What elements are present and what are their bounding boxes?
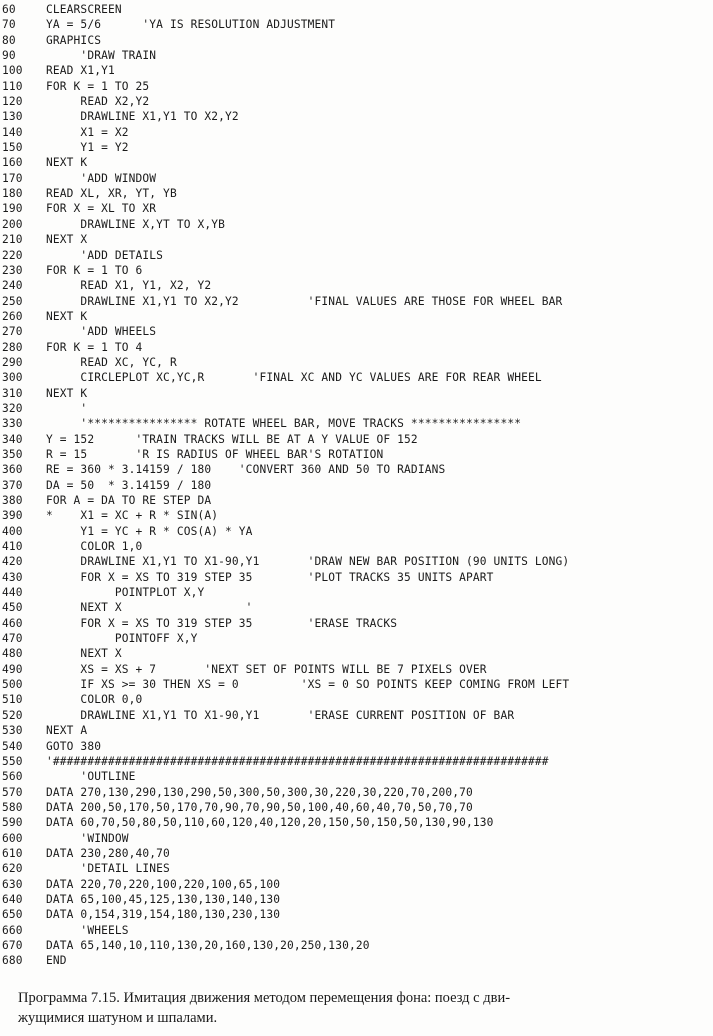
line-number: 380 [2, 494, 23, 507]
code-text: DRAWLINE X,YT TO X,YB [46, 217, 226, 231]
code-line [2, 508, 713, 523]
line-number: 260 [2, 309, 23, 323]
code-line [2, 186, 713, 201]
code-line [2, 263, 713, 278]
code-line [2, 662, 713, 677]
line-number: 280 [2, 340, 23, 354]
code-line [2, 109, 713, 124]
code-line [2, 938, 713, 953]
code-text: X1 = X2 [46, 125, 129, 139]
code-line [2, 17, 713, 32]
code-text: DATA 200,50,170,50,170,70,90,70,90,50,100,40,60,40,70,50,70,70 [46, 800, 473, 814]
code-line [2, 723, 713, 738]
line-number: 510 [2, 693, 23, 707]
code-text: READ X1, Y1, X2, Y2 [46, 279, 212, 293]
code-line [2, 754, 713, 769]
line-number: 450 [2, 601, 23, 615]
code-line [2, 953, 713, 968]
code-line [2, 79, 713, 94]
code-text: ' [46, 401, 88, 415]
line-number: 500 [2, 678, 23, 692]
code-text: 'ADD DETAILS [46, 248, 164, 262]
code-text: READ XC, YC, R [46, 355, 177, 369]
code-line [2, 815, 713, 830]
code-text: DRAWLINE X1,Y1 TO X1-90,Y1 'ERASE CURRENT POSITION OF BAR [46, 708, 515, 722]
line-number: 200 [2, 217, 23, 231]
line-number: 650 [2, 908, 23, 922]
code-text: DA = 50 * 3.14159 / 180 [46, 478, 212, 492]
line-number: 230 [2, 263, 23, 277]
line-number: 370 [2, 478, 23, 492]
line-number: 460 [2, 616, 23, 630]
line-number: 400 [2, 524, 23, 538]
line-number: 80 [2, 33, 16, 47]
code-line [2, 140, 713, 155]
code-line [2, 217, 713, 232]
code-text: FOR K = 1 TO 25 [46, 79, 150, 93]
code-text: 'DETAIL LINES [46, 862, 170, 876]
code-text: NEXT A [46, 724, 88, 738]
code-text: DATA 60,70,50,80,50,110,60,120,40,120,20,150,50,150,50,130,90,130 [46, 816, 494, 830]
code-line [2, 600, 713, 615]
code-text: DATA 0,154,319,154,180,130,230,130 [46, 908, 281, 922]
code-text: 'WINDOW [46, 831, 129, 845]
line-number: 320 [2, 401, 23, 415]
line-number: 360 [2, 463, 23, 477]
code-text: READ X2,Y2 [46, 95, 150, 109]
code-text: FOR X = XS TO 319 STEP 35 'PLOT TRACKS 35 UNITS APART [46, 570, 494, 584]
line-number: 610 [2, 846, 23, 860]
caption-line-2: жущимися шатуном и шпалами. [18, 1010, 218, 1026]
line-number: 190 [2, 202, 23, 216]
code-text: RE = 360 * 3.14159 / 180 'CONVERT 360 AND 50 TO RADIANS [46, 463, 446, 477]
code-text: XS = XS + 7 'NEXT SET OF POINTS WILL BE 7 PIXELS OVER [46, 662, 487, 676]
code-line [2, 861, 713, 876]
code-text: NEXT X ' [46, 601, 253, 615]
code-line [2, 63, 713, 78]
code-text: Y = 152 'TRAIN TRACKS WILL BE AT A Y VALUE OF 152 [46, 432, 418, 446]
code-text: COLOR 0,0 [46, 693, 143, 707]
code-text: 'WHEELS [46, 923, 129, 937]
line-number: 60 [2, 3, 16, 16]
line-number: 410 [2, 540, 23, 554]
code-text: FOR X = XL TO XR [46, 202, 157, 216]
code-line [2, 524, 713, 539]
code-line [2, 907, 713, 922]
line-number: 350 [2, 447, 23, 461]
code-line [2, 570, 713, 585]
code-line [2, 278, 713, 293]
line-number: 660 [2, 923, 23, 937]
line-number: 160 [2, 156, 23, 170]
code-text: DATA 65,100,45,125,130,130,140,130 [46, 892, 281, 906]
line-number: 570 [2, 785, 23, 799]
code-line [2, 447, 713, 462]
code-line [2, 785, 713, 800]
line-number: 420 [2, 555, 23, 569]
code-text: 'ADD WHEELS [46, 325, 157, 339]
code-text: NEXT K [46, 386, 88, 400]
code-line [2, 923, 713, 938]
line-number: 110 [2, 79, 23, 93]
line-number: 120 [2, 95, 23, 109]
code-line [2, 370, 713, 385]
line-number: 470 [2, 632, 23, 646]
line-number: 240 [2, 279, 23, 293]
line-number: 620 [2, 862, 23, 876]
code-line [2, 631, 713, 646]
line-number: 130 [2, 110, 23, 124]
line-number: 250 [2, 294, 23, 308]
code-line [2, 48, 713, 63]
code-text: READ XL, XR, YT, YB [46, 187, 177, 201]
line-number: 560 [2, 770, 23, 784]
line-number: 590 [2, 816, 23, 830]
code-line [2, 877, 713, 892]
code-text: COLOR 1,0 [46, 540, 143, 554]
line-number: 670 [2, 938, 23, 952]
code-line [2, 769, 713, 784]
line-number: 550 [2, 754, 23, 768]
code-line [2, 232, 713, 247]
line-number: 70 [2, 18, 16, 32]
line-number: 170 [2, 171, 23, 185]
code-text: 'OUTLINE [46, 770, 136, 784]
code-text: 'DRAW TRAIN [46, 49, 157, 63]
code-text: '**************** ROTATE WHEEL BAR, MOVE TRACKS **************** [46, 417, 522, 431]
code-line [2, 739, 713, 754]
line-number: 330 [2, 417, 23, 431]
code-text: Y1 = Y2 [46, 141, 129, 155]
line-number: 140 [2, 125, 23, 139]
code-text: IF XS >= 30 THEN XS = 0 'XS = 0 SO POINTS KEEP COMING FROM LEFT [46, 678, 570, 692]
code-line [2, 800, 713, 815]
line-number: 270 [2, 325, 23, 339]
code-text: Y1 = YC + R * COS(A) * YA [46, 524, 253, 538]
line-number: 480 [2, 647, 23, 661]
code-line [2, 432, 713, 447]
code-line [2, 478, 713, 493]
line-number: 100 [2, 64, 23, 78]
caption-line-1: Программа 7.15. Имитация движения методом перемещения фона: поезд с дви- [18, 990, 511, 1006]
line-number: 310 [2, 386, 23, 400]
line-number: 150 [2, 141, 23, 155]
code-text: NEXT X [46, 233, 88, 247]
code-text: GRAPHICS [46, 33, 102, 47]
line-number: 600 [2, 831, 23, 845]
code-line [2, 386, 713, 401]
line-number: 530 [2, 724, 23, 738]
line-number: 540 [2, 739, 23, 753]
code-line [2, 401, 713, 416]
code-line [2, 677, 713, 692]
line-number: 210 [2, 233, 23, 247]
code-line [2, 340, 713, 355]
code-line [2, 462, 713, 477]
code-text: R = 15 'R IS RADIUS OF WHEEL BAR'S ROTATION [46, 447, 384, 461]
line-number: 180 [2, 187, 23, 201]
code-text: DATA 270,130,290,130,290,50,300,50,300,30,220,30,220,70,200,70 [46, 785, 473, 799]
code-line [2, 892, 713, 907]
line-number: 640 [2, 892, 23, 906]
code-text: DRAWLINE X1,Y1 TO X2,Y2 'FINAL VALUES ARE THOSE FOR WHEEL BAR [46, 294, 563, 308]
line-number: 220 [2, 248, 23, 262]
code-text: CLEARSCREEN [46, 3, 122, 16]
code-line [2, 155, 713, 170]
code-line [2, 248, 713, 263]
code-text: DATA 220,70,220,100,220,100,65,100 [46, 877, 281, 891]
code-text: 'ADD WINDOW [46, 171, 157, 185]
code-text: READ X1,Y1 [46, 64, 115, 78]
code-line [2, 616, 713, 631]
line-number: 90 [2, 49, 16, 63]
line-number: 290 [2, 355, 23, 369]
code-line [2, 708, 713, 723]
code-text: DRAWLINE X1,Y1 TO X1-90,Y1 'DRAW NEW BAR POSITION (90 UNITS LONG) [46, 555, 570, 569]
code-line [2, 692, 713, 707]
code-line [2, 846, 713, 861]
line-number: 580 [2, 800, 23, 814]
code-text: '######################################################################## [46, 754, 549, 768]
code-text: YA = 5/6 'YA IS RESOLUTION ADJUSTMENT [46, 18, 336, 32]
code-line [2, 539, 713, 554]
code-line [2, 324, 713, 339]
code-line [2, 171, 713, 186]
code-line [2, 831, 713, 846]
code-text: FOR X = XS TO 319 STEP 35 'ERASE TRACKS [46, 616, 398, 630]
line-number: 390 [2, 509, 23, 523]
code-text: END [46, 954, 67, 968]
line-number: 440 [2, 586, 23, 600]
basic-program-listing [2, 2, 713, 969]
code-text: NEXT X [46, 647, 122, 661]
code-line [2, 201, 713, 216]
code-line [2, 94, 713, 109]
code-line [2, 585, 713, 600]
code-text: POINTPLOT X,Y [46, 586, 205, 600]
line-number: 430 [2, 570, 23, 584]
code-line [2, 125, 713, 140]
code-text: CIRCLEPLOT XC,YC,R 'FINAL XC AND YC VALUES ARE FOR REAR WHEEL [46, 371, 542, 385]
line-number: 630 [2, 877, 23, 891]
code-text: * X1 = XC + R * SIN(A) [46, 509, 219, 523]
code-text: NEXT K [46, 156, 88, 170]
code-text: NEXT K [46, 309, 88, 323]
code-line [2, 294, 713, 309]
code-line [2, 554, 713, 569]
code-line [2, 355, 713, 370]
code-text: DATA 65,140,10,110,130,20,160,130,20,250,130,20 [46, 938, 370, 952]
line-number: 520 [2, 708, 23, 722]
code-text: FOR K = 1 TO 4 [46, 340, 143, 354]
code-text: FOR A = DA TO RE STEP DA [46, 494, 212, 507]
line-number: 340 [2, 432, 23, 446]
figure-caption [18, 988, 698, 1028]
code-line [2, 493, 713, 508]
code-text: FOR K = 1 TO 6 [46, 263, 143, 277]
code-line [2, 309, 713, 324]
code-line [2, 646, 713, 661]
line-number: 680 [2, 954, 23, 968]
code-line [2, 33, 713, 48]
code-text: DATA 230,280,40,70 [46, 846, 170, 860]
code-line [2, 2, 713, 17]
line-number: 490 [2, 662, 23, 676]
code-text: DRAWLINE X1,Y1 TO X2,Y2 [46, 110, 239, 124]
code-text: GOTO 380 [46, 739, 102, 753]
code-text: POINTOFF X,Y [46, 632, 198, 646]
code-line [2, 416, 713, 431]
line-number: 300 [2, 371, 23, 385]
